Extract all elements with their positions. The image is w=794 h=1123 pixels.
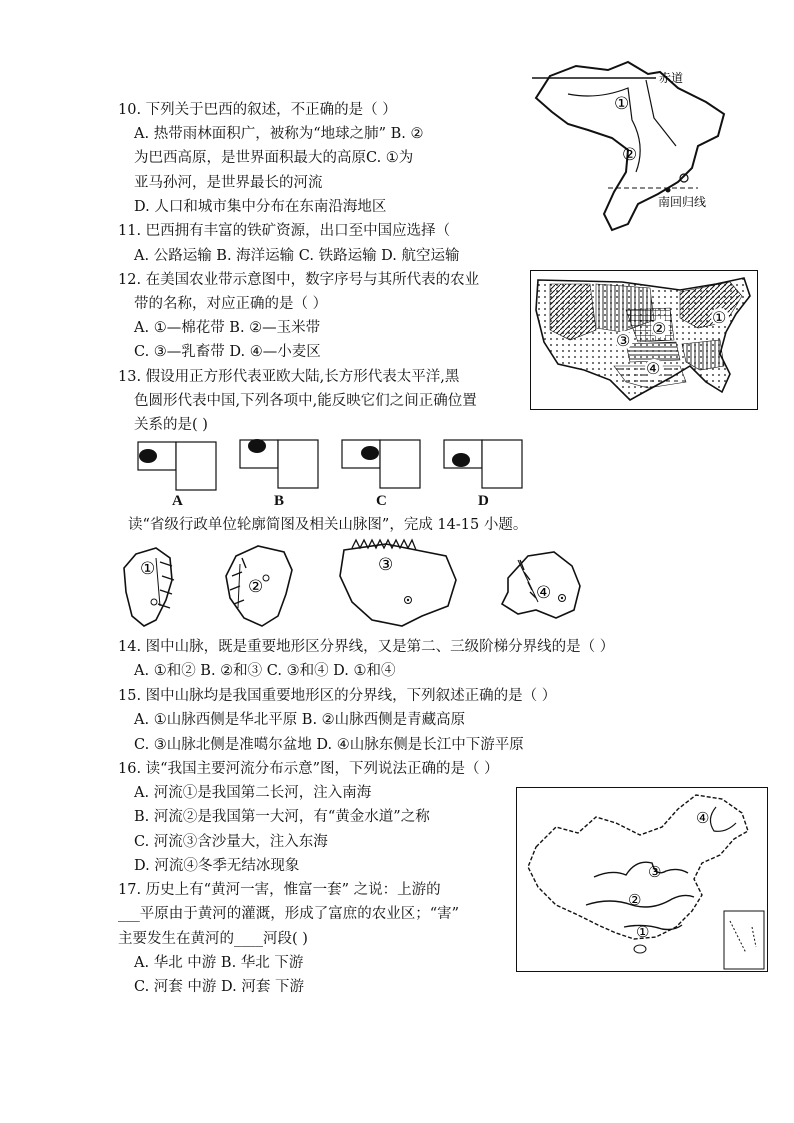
province-1-outline (124, 548, 174, 626)
china-marker-4: ④ (696, 809, 710, 827)
usa-marker-1: ① (712, 308, 727, 327)
province-4-outline (502, 552, 580, 618)
q12-options-line2: C. ③—乳畜带 D. ④—小麦区 (134, 344, 321, 360)
brazil-marker-2: ② (622, 145, 638, 165)
q17-options-line1: A. 华北 中游 B. 华北 下游 (134, 955, 304, 971)
q10-option-a: A. 热带雨林面积广，被称为“地球之肺” B. ② (134, 126, 424, 142)
q10-option-c-cont: 亚马孙河，是世界最长的河流 (134, 175, 323, 191)
q13-stem-line2: 色圆形代表中国,下列各项中,能反映它们之间正确位置 (134, 393, 477, 409)
q16-stem: 16. 读“我国主要河流分布示意”图，下列说法正确的是（ ） (118, 761, 499, 777)
q13-stem-line3: 关系的是( ) (134, 417, 208, 433)
province-marker-4: ④ (536, 583, 552, 603)
q13-diagram-options (134, 436, 534, 492)
province-marker-1: ① (140, 559, 156, 579)
q12-stem-line2: 带的名称，对应正确的是（ ） (134, 296, 328, 312)
q13-label-a: A (172, 493, 183, 509)
china-marker-2: ② (628, 891, 642, 909)
q13-option-d-diagram (444, 440, 522, 488)
province-marker-3: ③ (378, 555, 394, 575)
q15-options-line2: C. ③山脉北侧是准噶尔盆地 D. ④山脉东侧是长江中下游平原 (134, 737, 524, 753)
brazil-equator-label: 赤道 (659, 71, 684, 85)
china-marker-3: ③ (648, 863, 662, 881)
q13-option-c-diagram (342, 440, 420, 488)
province-2-outline (226, 546, 292, 626)
q10-option-b-cont: 为巴西高原，是世界面积最大的高原C. ①为 (134, 150, 414, 166)
usa-marker-3: ③ (616, 331, 631, 350)
q13-stem-line1: 13. 假设用正方形代表亚欧大陆,长方形代表太平洋,黑 (118, 369, 460, 385)
q17-stem-line3: 主要发生在黄河的____河段( ) (118, 931, 308, 947)
q13-label-b: B (274, 493, 285, 509)
q17-stem-line2: ___平原由于黄河的灌溉，形成了富庶的农业区；“害” (118, 906, 460, 922)
q15-options-line1: A. ①山脉西侧是华北平原 B. ②山脉西侧是青藏高原 (134, 712, 466, 728)
province-marker-2: ② (248, 577, 264, 597)
province-outlines-figure (116, 536, 590, 634)
brazil-marker-1: ① (614, 94, 630, 114)
usa-agriculture-map (530, 270, 758, 410)
q10-stem: 10. 下列关于巴西的叙述，不正确的是（ ） (118, 102, 397, 118)
q13-label-d: D (478, 493, 489, 509)
china-rivers-map (516, 787, 768, 972)
q17-options-line2: C. 河套 中游 D. 河套 下游 (134, 979, 304, 995)
brazil-map (528, 54, 728, 234)
q13-option-b-diagram (240, 439, 318, 488)
q13-option-a-diagram (138, 442, 216, 490)
q11-stem: 11. 巴西拥有丰富的铁矿资源，出口至中国应选择（ (118, 223, 451, 239)
q14-options: A. ①和② B. ②和③ C. ③和④ D. ①和④ (134, 663, 396, 679)
q11-options: A. 公路运输 B. 海洋运输 C. 铁路运输 D. 航空运输 (134, 248, 460, 264)
q15-stem: 15. 图中山脉均是我国重要地形区的分界线，下列叙述正确的是（ ） (118, 688, 557, 704)
q13-label-c: C (376, 493, 387, 509)
q10-option-d: D. 人口和城市集中分布在东南沿海地区 (134, 199, 387, 215)
q17-stem-line1: 17. 历史上有“黄河一害，惟富一套” 之说：上游的 (118, 882, 441, 898)
province-3-outline (340, 540, 456, 626)
q12-options-line1: A. ①—棉花带 B. ②—玉米带 (134, 320, 321, 336)
brazil-tropic-label: 南回归线 (658, 195, 707, 209)
q14-15-intro: 读“省级行政单位轮廓简图及相关山脉图”，完成 14-15 小题。 (128, 517, 528, 533)
q16-option-b: B. 河流②是我国第一大河，有“黄金水道”之称 (134, 809, 430, 825)
usa-marker-2: ② (652, 319, 667, 338)
china-marker-1: ① (636, 923, 650, 941)
q14-stem: 14. 图中山脉，既是重要地形区分界线，又是第二、三级阶梯分界线的是（ ） (118, 639, 615, 655)
q16-option-a: A. 河流①是我国第二长河，注入南海 (134, 785, 372, 801)
q16-option-c: C. 河流③含沙量大，注入东海 (134, 834, 328, 850)
q12-stem-line1: 12. 在美国农业带示意图中，数字序号与其所代表的农业 (118, 272, 480, 288)
q16-option-d: D. 河流④冬季无结冰现象 (134, 858, 300, 874)
usa-marker-4: ④ (646, 359, 661, 378)
